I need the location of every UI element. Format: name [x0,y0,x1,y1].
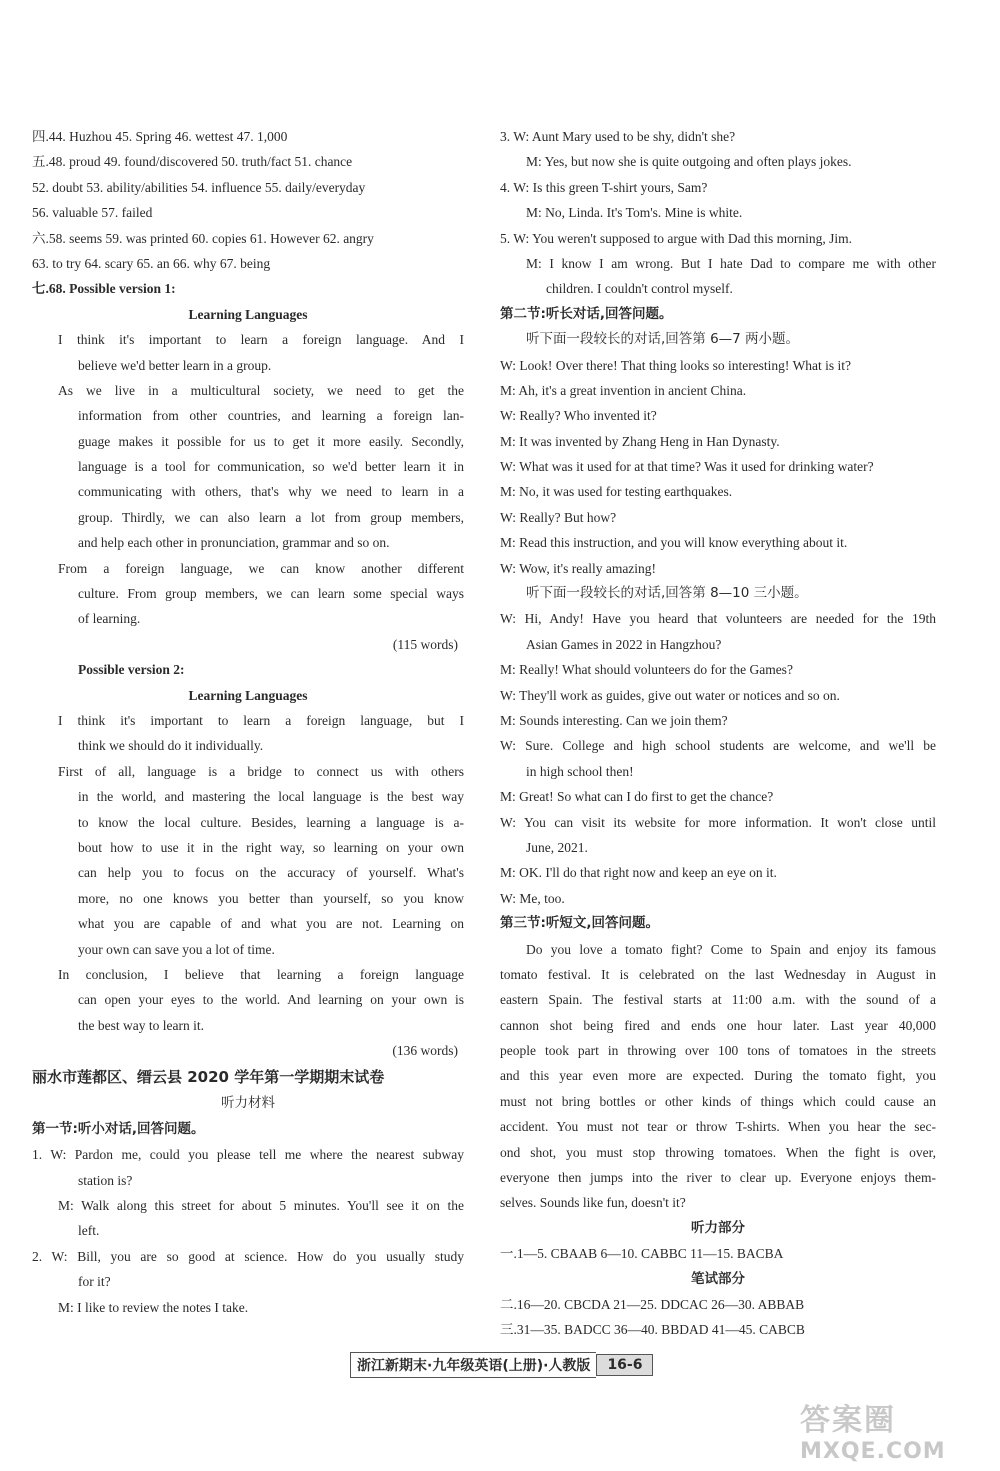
text-line: people took part in throwing over 100 tons of tomatoes in the streets [500,1043,936,1059]
text-line: 笔试部分 [691,1270,745,1287]
text-line: 听下面一段较长的对话,回答第 8—10 三小题。 [526,585,808,602]
watermark-line-2: MXQE.COM [800,1439,946,1464]
text-line: for it? [78,1274,111,1290]
text-line: M: No, it was used for testing earthquakes. [500,484,733,500]
text-line: can help you to focus on the accuracy of yourself. What's [78,865,464,881]
text-line: eastern Spain. The festival starts at 11:00 a.m. with the sound of a [500,992,936,1008]
text-line: W: Hi, Andy! Have you heard that volunteers are needed for the 19th [500,611,936,627]
text-line: 56. valuable 57. failed [32,205,153,221]
text-line: M: I know I am wrong. But I hate Dad to compare me with other [526,255,936,271]
text-line: Possible version 2: [78,662,185,678]
text-line: (136 words) [392,1043,458,1059]
text-line: 七.68. Possible version 1: [32,281,176,297]
footer-bar [350,1350,653,1380]
text-line: must not bring bottles or other kinds of things which could cause an [500,1093,936,1109]
text-line: 1. W: Pardon me, could you please tell me where the nearest subway [32,1147,464,1163]
text-line: in the world, and mastering the local language is the best way [78,789,464,805]
text-line: 丽水市莲都区、缙云县 2020 学年第一学期期末试卷 [32,1068,385,1087]
text-line: can open your eyes to the world. And learning on your own is [78,992,464,1008]
text-line: Learning Languages [188,687,308,703]
text-line: everyone then jumps into the river to clear up. Everyone enjoys them- [500,1170,936,1186]
text-line: left. [78,1223,100,1239]
text-line: M: OK. I'll do that right now and keep an eye on it. [500,865,777,881]
right-column [500,124,936,1343]
text-line: (115 words) [392,636,458,652]
text-line: 第二节:听长对话,回答问题。 [500,305,673,322]
text-line: 4. W: Is this green T-shirt yours, Sam? [500,179,708,195]
text-line: M: Yes, but now she is quite outgoing and often plays jokes. [526,154,852,170]
text-line: 三.31—35. BADCC 36—40. BBDAD 41—45. CABCB [500,1322,805,1338]
text-line: to know the local culture. Besides, learning a language is a- [78,814,464,830]
text-line: I think it's important to learn a foreign language. And I [58,332,464,348]
text-line: W: Look! Over there! That thing looks so interesting! What is it? [500,357,852,373]
text-line: Do you love a tomato fight? Come to Spain and enjoy its famous [526,941,936,957]
text-line: M: Ah, it's a great invention in ancient China. [500,382,747,398]
text-line: information from other countries, and learning a foreign lan- [78,408,464,424]
text-line: group. Thirdly, we can also learn a lot from group members, [78,509,464,525]
text-line: children. I couldn't control myself. [546,281,733,297]
watermark-line-1: 答案圈 [800,1403,896,1438]
text-line: in high school then! [526,763,634,779]
text-line: M: Read this instruction, and you will know everything about it. [500,535,848,551]
text-line: 52. doubt 53. ability/abilities 54. influence 55. daily/everyday [32,179,366,195]
text-line: bout how to use it in the right way, so learning on your own [78,839,464,855]
text-line: W: Wow, it's really amazing! [500,560,657,576]
text-line: Learning Languages [188,306,308,322]
text-line: guage makes it possible for us to get it more easily. Secondly, [78,433,464,449]
text-line: your own can save you a lot of time. [78,941,275,957]
text-line: As we live in a multicultural society, we need to get the [58,382,464,398]
text-line: 一.1—5. CBAAB 6—10. CABBC 11—15. BACBA [500,1246,784,1262]
book-title: 浙江新期末·九年级英语(上册)·人教版 [350,1352,596,1378]
text-line: June, 2021. [526,839,588,855]
text-line: believe we'd better learn in a group. [78,357,272,373]
text-line: tomato festival. It is celebrated on the last Wednesday in August in [500,966,936,982]
text-line: W: Sure. College and high school students are welcome, and we'll be [500,738,936,754]
text-line: M: Really! What should volunteers do for the Games? [500,662,793,678]
text-line: 四.44. Huzhou 45. Spring 46. wettest 47. 1,000 [32,129,288,144]
text-line: M: Great! So what can I do first to get the chance? [500,789,774,805]
text-line: communicating with others, that's why we need to learn in a [78,484,464,500]
text-line: and this year even more are expected. During the tomato fight, you [500,1068,936,1084]
text-line: what you are capable of and what you are not. Learning on [78,916,464,932]
text-line: station is? [78,1172,133,1188]
text-line: 第一节:听小对话,回答问题。 [32,1120,205,1137]
text-line: 5. W: You weren't supposed to argue with Dad this morning, Jim. [500,230,853,246]
text-line: W: You can visit its website for more information. It won't close until [500,814,936,830]
text-line: M: It was invented by Zhang Heng in Han Dynasty. [500,433,780,449]
text-line: language is a tool for communication, so we'd better learn it in [78,459,464,475]
text-line: 听下面一段较长的对话,回答第 6—7 两小题。 [526,331,800,348]
text-line: 听力材料 [221,1095,275,1112]
text-line: W: Really? Who invented it? [500,408,657,424]
left-column [32,124,464,1320]
text-line: culture. From group members, we can learn some special ways [78,586,464,602]
text-line: First of all, language is a bridge to connect us with others [58,763,464,779]
text-line: M: Walk along this street for about 5 minutes. You'll see it on the [58,1198,464,1214]
text-line: From a foreign language, we can know another different [58,560,464,576]
text-line: of learning. [78,611,141,627]
text-line: the best way to learn it. [78,1017,204,1033]
watermark-logo [800,1395,980,1467]
text-line: 听力部分 [691,1219,745,1236]
text-line: 六.58. seems 59. was printed 60. copies 61. However 62. angry [32,230,374,246]
text-line: I think it's important to learn a foreign language, but I [58,712,464,728]
text-line: Asian Games in 2022 in Hangzhou? [526,636,722,652]
text-line: W: They'll work as guides, give out water or notices and so on. [500,687,840,703]
text-line: M: I like to review the notes I take. [58,1299,249,1315]
text-line: W: Really? But how? [500,509,617,525]
text-line: think we should do it individually. [78,738,264,754]
text-line: W: What was it used for at that time? Was it used for drinking water? [500,459,874,475]
text-line: accident. You must not tear or throw T-shirts. When you hear the sec- [500,1119,936,1135]
text-line: and help each other in pronunciation, grammar and so on. [78,535,390,551]
text-line: selves. Sounds like fun, doesn't it? [500,1195,686,1211]
page-number: 16-6 [596,1354,653,1376]
text-line: M: Sounds interesting. Can we join them? [500,712,728,728]
text-line: cannon shot being fired and ends one hour later. Last year 40,000 [500,1017,936,1033]
text-line: In conclusion, I believe that learning a foreign language [58,966,464,982]
text-line: M: No, Linda. It's Tom's. Mine is white. [526,205,743,221]
text-line: W: Me, too. [500,890,565,906]
text-line: 第三节:听短文,回答问题。 [500,915,660,932]
text-line: 63. to try 64. scary 65. an 66. why 67. being [32,255,271,271]
text-line: more, no one knows you better than yourself, so you know [78,890,464,906]
text-line: 3. W: Aunt Mary used to be shy, didn't she? [500,129,736,144]
text-line: 二.16—20. CBCDA 21—25. DDCAC 26—30. ABBAB [500,1296,805,1312]
text-line: ond shot, you must stop throwing tomatoes. When the fight is over, [500,1144,936,1160]
text-line: 五.48. proud 49. found/discovered 50. truth/fact 51. chance [32,154,353,170]
text-line: 2. W: Bill, you are so good at science. How do you usually study [32,1248,464,1264]
